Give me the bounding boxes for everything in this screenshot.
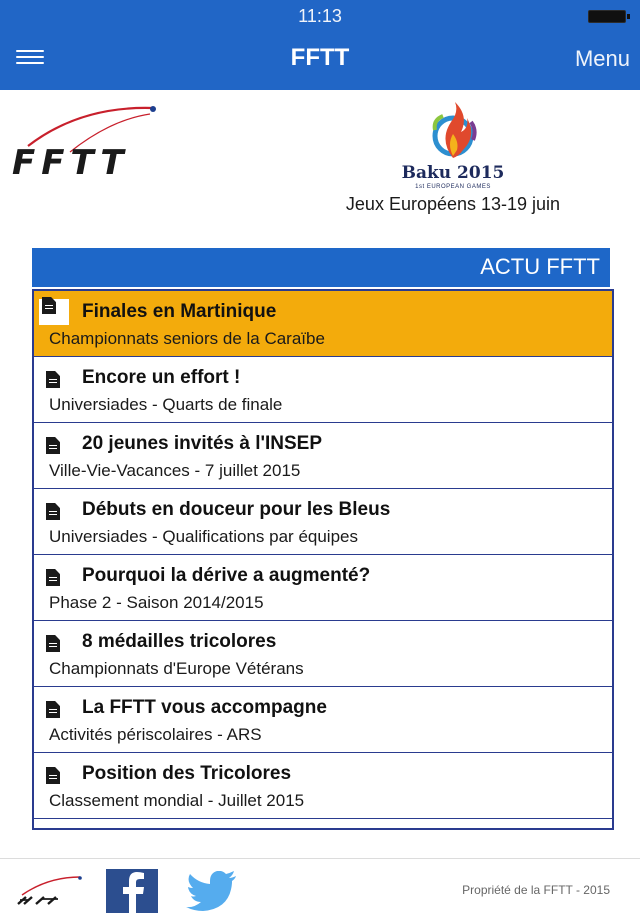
document-icon bbox=[46, 437, 60, 454]
baku-2015-banner[interactable] bbox=[318, 100, 588, 218]
document-icon bbox=[46, 767, 60, 784]
actu-fftt-header: ACTU FFTT bbox=[32, 248, 610, 287]
news-title: Pourquoi la dérive a augmenté? bbox=[82, 565, 371, 586]
news-item[interactable] bbox=[34, 291, 612, 357]
top-navigation-bar bbox=[0, 0, 640, 90]
document-icon bbox=[46, 569, 60, 586]
news-item[interactable] bbox=[34, 621, 612, 687]
fftt-logo-text: FFTT bbox=[12, 143, 130, 180]
news-list[interactable] bbox=[32, 289, 614, 830]
twitter-icon[interactable] bbox=[186, 871, 238, 911]
news-subtitle: Classement mondial - Juillet 2015 bbox=[49, 791, 305, 810]
document-icon bbox=[46, 371, 60, 388]
news-item[interactable] bbox=[34, 357, 612, 423]
news-subtitle: Ville-Vie-Vacances - 7 juillet 2015 bbox=[49, 461, 301, 480]
document-icon bbox=[46, 635, 60, 652]
news-subtitle: Phase 2 - Saison 2014/2015 bbox=[49, 593, 264, 612]
news-title: 20 jeunes invités à l'INSEP bbox=[82, 433, 323, 454]
document-icon bbox=[46, 503, 60, 520]
document-icon bbox=[46, 701, 60, 718]
menu-button[interactable]: Menu bbox=[574, 46, 630, 71]
news-item[interactable] bbox=[34, 555, 612, 621]
news-title: La FFTT vous accompagne bbox=[82, 697, 327, 718]
status-time: 11:13 bbox=[298, 6, 342, 26]
page-title: FFTT bbox=[290, 44, 350, 71]
news-subtitle: Activités périscolaires - ARS bbox=[49, 725, 262, 744]
news-title: Débuts en douceur pour les Bleus bbox=[82, 499, 391, 520]
battery-icon bbox=[588, 10, 626, 23]
news-item[interactable] bbox=[34, 489, 612, 555]
baku-title: Baku 2015 bbox=[401, 163, 505, 183]
news-title: Encore un effort ! bbox=[82, 367, 241, 388]
news-item[interactable] bbox=[34, 753, 612, 819]
news-title: Finales en Martinique bbox=[82, 301, 277, 322]
games-caption: Jeux Européens 13-19 juin bbox=[345, 194, 561, 214]
facebook-icon[interactable] bbox=[104, 867, 160, 913]
copyright-text: Propriété de la FFTT - 2015 bbox=[462, 883, 610, 897]
news-title: Position des Tricolores bbox=[82, 763, 292, 784]
news-item[interactable] bbox=[34, 423, 612, 489]
news-subtitle: Championnats d'Europe Vétérans bbox=[49, 659, 304, 678]
baku-flame-emblem-icon bbox=[423, 100, 483, 162]
footer bbox=[0, 858, 640, 920]
fftt-logo[interactable] bbox=[10, 100, 160, 180]
news-subtitle: Universiades - Quarts de finale bbox=[49, 395, 283, 414]
news-title: 8 médailles tricolores bbox=[82, 631, 277, 652]
news-subtitle: Universiades - Qualifications par équipes bbox=[49, 527, 358, 546]
news-item[interactable] bbox=[34, 687, 612, 753]
baku-subtitle: 1st EUROPEAN GAMES bbox=[415, 184, 491, 190]
news-subtitle: Championnats seniors de la Caraïbe bbox=[49, 329, 325, 348]
footer-fftt-logo-icon[interactable] bbox=[14, 873, 84, 907]
